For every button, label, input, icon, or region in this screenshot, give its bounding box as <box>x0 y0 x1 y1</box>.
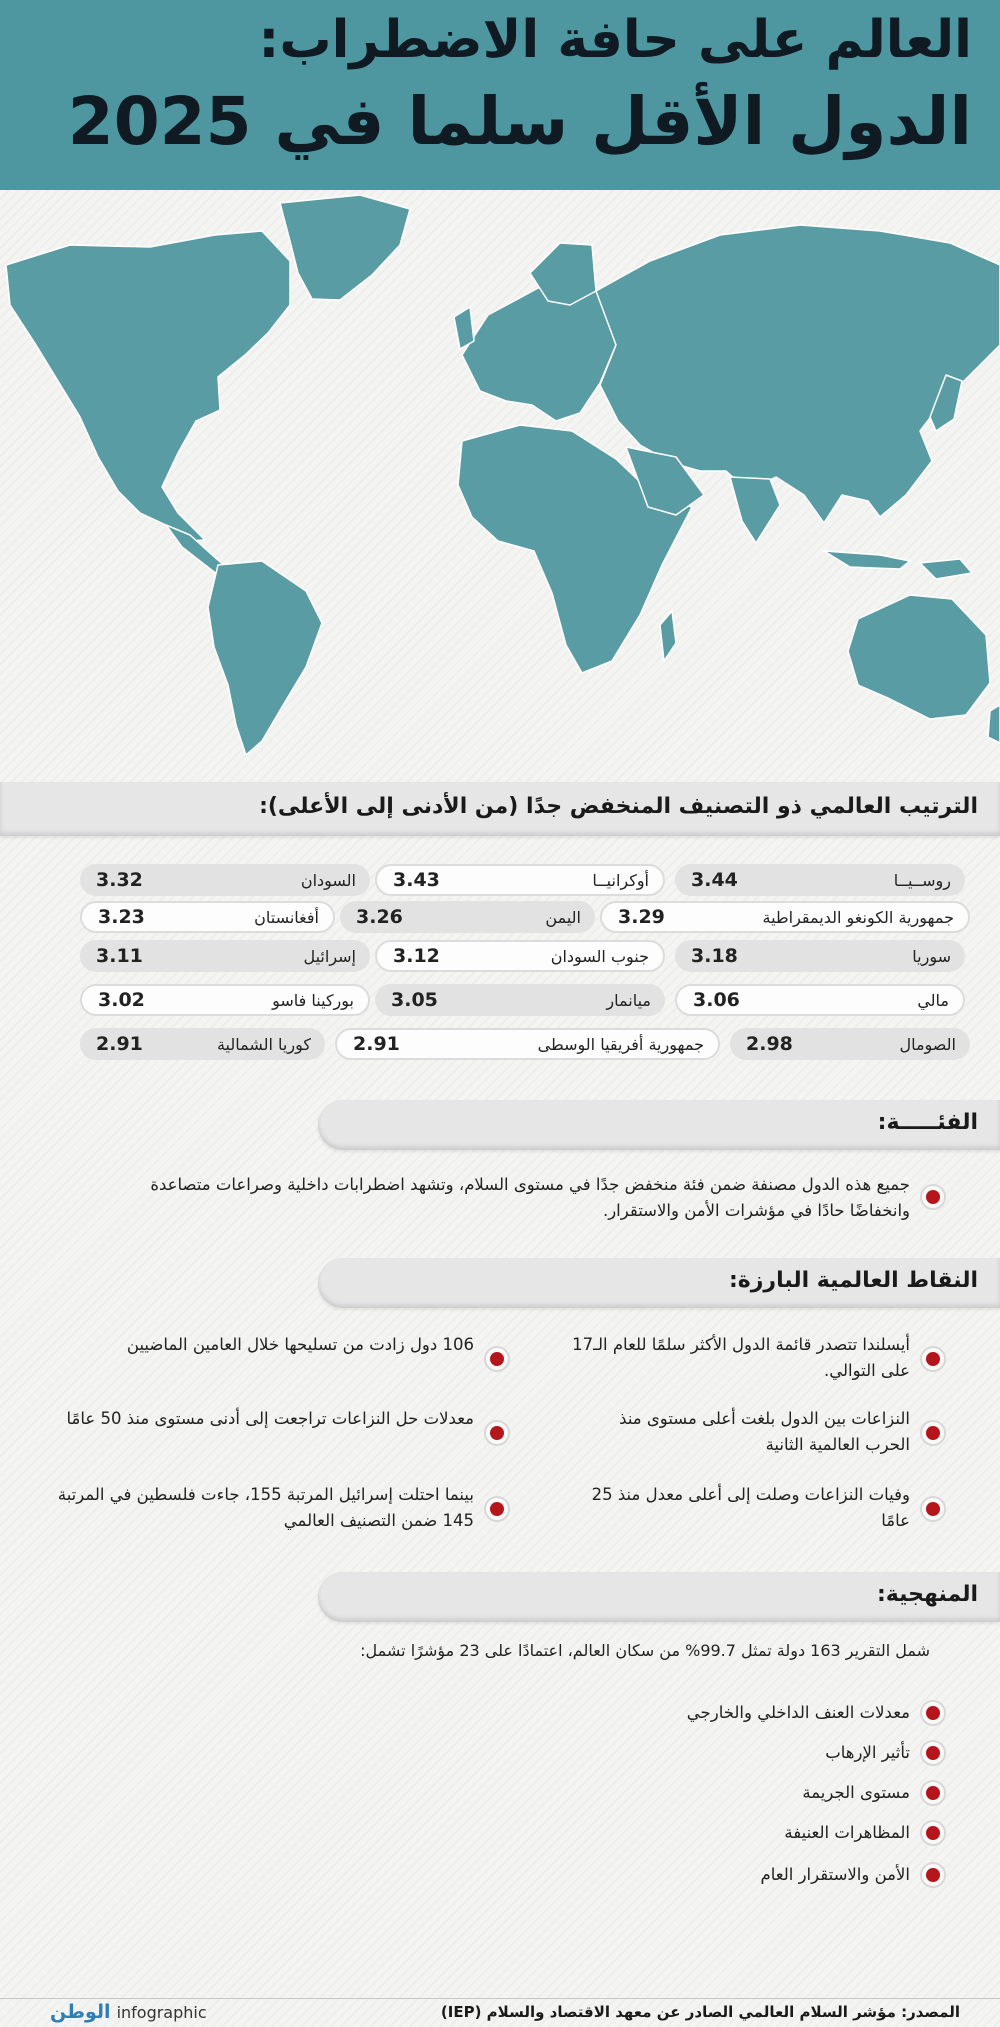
bullet-icon <box>920 1780 946 1806</box>
rank-pill <box>335 1028 720 1060</box>
bullet-icon <box>920 1184 946 1210</box>
country-score: 3.29 <box>618 906 665 928</box>
country-name: سوريا <box>912 946 951 966</box>
rank-pill <box>375 940 665 972</box>
rank-pill <box>80 984 370 1016</box>
india-shape <box>730 477 780 543</box>
bullet-icon <box>484 1420 510 1446</box>
country-score: 3.32 <box>96 869 143 891</box>
highlight-item: أيسلندا تتصدر قائمة الدول الأكثر سلمًا للعام الـ17 على التوالي. <box>572 1335 910 1380</box>
rank-pill <box>375 864 665 896</box>
rank-pill <box>340 901 595 933</box>
rank-pill <box>80 940 370 972</box>
country-score: 3.06 <box>693 989 740 1011</box>
country-name: اليمن <box>545 907 581 927</box>
methodology-item: تأثير الإرهاب <box>825 1743 910 1762</box>
highlight-item: وفيات النزاعات وصلت إلى أعلى معدل منذ 25 عامًا <box>591 1485 910 1530</box>
new-guinea-shape <box>920 559 972 579</box>
rank-pill <box>675 984 965 1016</box>
country-score: 2.91 <box>96 1033 143 1055</box>
rank-pill <box>730 1028 970 1060</box>
country-name: بوركينا فاسو <box>272 990 354 1010</box>
bullet-icon <box>920 1700 946 1726</box>
highlights-heading <box>318 1258 1000 1308</box>
country-score: 3.18 <box>691 945 738 967</box>
methodology-item: الأمن والاستقرار العام <box>760 1865 910 1884</box>
europe-shape <box>462 287 616 421</box>
title-banner <box>0 0 1000 190</box>
country-name: كوريا الشمالية <box>216 1034 311 1054</box>
country-name: أوكرانيــا <box>592 870 649 890</box>
world-map <box>0 195 1000 755</box>
country-name: مالي <box>917 990 949 1010</box>
category-heading <box>318 1100 1000 1150</box>
bullet-icon <box>484 1346 510 1372</box>
bullet-icon <box>920 1496 946 1522</box>
country-name: الصومال <box>899 1034 956 1054</box>
country-name: جمهورية الكونغو الديمقراطية <box>762 907 954 927</box>
new-zealand-shape <box>988 705 1000 743</box>
country-name: جنوب السودان <box>550 946 649 966</box>
country-name: إسرائيل <box>303 946 356 966</box>
ranking-heading <box>0 782 1000 836</box>
country-score: 3.12 <box>393 945 440 967</box>
methodology-item: المظاهرات العنيفة <box>784 1823 910 1842</box>
bullet-icon <box>920 1820 946 1846</box>
footer-divider <box>0 1998 1000 1999</box>
south-america-shape <box>208 561 322 755</box>
country-score: 3.02 <box>98 989 145 1011</box>
north-america-shape <box>6 231 290 541</box>
country-name: السودان <box>300 870 356 890</box>
highlight-item: النزاعات بين الدول بلغت أعلى مستوى منذ الحرب العالمية الثانية <box>619 1409 910 1454</box>
rank-pill <box>675 864 965 896</box>
brand-mark <box>50 2001 207 2023</box>
rank-pill <box>80 901 335 933</box>
title-line-1: العالم على حافة الاضطراب: <box>258 10 972 70</box>
bullet-icon <box>920 1740 946 1766</box>
country-score: 2.91 <box>353 1033 400 1055</box>
country-score: 3.43 <box>393 869 440 891</box>
source-credit: المصدر: مؤشر السلام العالمي الصادر عن معهد الاقتصاد والسلام (IEP) <box>440 2003 960 2021</box>
methodology-item: مستوى الجريمة <box>802 1783 910 1802</box>
methodology-intro: شمل التقرير 163 دولة تمثل 99.7% من سكان العالم، اعتمادًا على 23 مؤشرًا تشمل: <box>360 1641 930 1660</box>
rank-pill <box>80 1028 325 1060</box>
country-name: أفغانستان <box>254 907 319 927</box>
bullet-icon <box>920 1420 946 1446</box>
rank-pill <box>80 864 370 896</box>
ranking-heading-text: الترتيب العالمي ذو التصنيف المنخفض جدًا (من الأدنى إلى الأعلى): <box>259 794 978 819</box>
brand-infographic-label: infographic <box>116 2002 207 2022</box>
madagascar-shape <box>660 611 676 661</box>
methodology-item: معدلات العنف الداخلي والخارجي <box>686 1703 910 1722</box>
bullet-icon <box>920 1346 946 1372</box>
country-score: 2.98 <box>746 1033 793 1055</box>
highlight-item: 106 دول زادت من تسليحها خلال العامين الماضيين <box>126 1335 474 1354</box>
title-line-2: الدول الأقل سلما في 2025 <box>67 83 972 160</box>
highlight-item: معدلات حل النزاعات تراجعت إلى أدنى مستوى منذ 50 عامًا <box>66 1409 474 1428</box>
country-score: 3.26 <box>356 906 403 928</box>
country-name: ميانمار <box>606 990 651 1010</box>
country-score: 3.23 <box>98 906 145 928</box>
country-score: 3.11 <box>96 945 143 967</box>
methodology-heading <box>318 1572 1000 1622</box>
indonesia-shape <box>824 551 910 569</box>
highlights-heading-text: النقاط العالمية البارزة: <box>728 1268 978 1293</box>
britain-shape <box>454 307 474 349</box>
category-text: جميع هذه الدول مصنفة ضمن فئة منخفض جدًا في مستوى السلام، وتشهد اضطرابات داخلية وصراعات متصاعدة وانخفاضًا حادًا في مؤشرات الأمن والاستقرار. <box>150 1175 910 1220</box>
australia-shape <box>848 595 990 719</box>
country-score: 3.44 <box>691 869 738 891</box>
greenland-shape <box>280 195 410 300</box>
brand-logo: الوطن <box>50 2001 111 2023</box>
methodology-heading-text: المنهجية: <box>876 1582 978 1607</box>
rank-pill <box>600 901 970 933</box>
highlight-item: بينما احتلت إسرائيل المرتبة 155، جاءت فلسطين في المرتبة 145 ضمن التصنيف العالمي <box>57 1485 474 1530</box>
category-heading-text: الفئـــــة: <box>877 1110 978 1135</box>
country-score: 3.05 <box>391 989 438 1011</box>
rank-pill <box>675 940 965 972</box>
rank-pill <box>375 984 665 1016</box>
bullet-icon <box>920 1862 946 1888</box>
bullet-icon <box>484 1496 510 1522</box>
country-name: جمهورية أفريقيا الوسطى <box>537 1034 704 1054</box>
country-name: روســيــا <box>893 870 951 890</box>
